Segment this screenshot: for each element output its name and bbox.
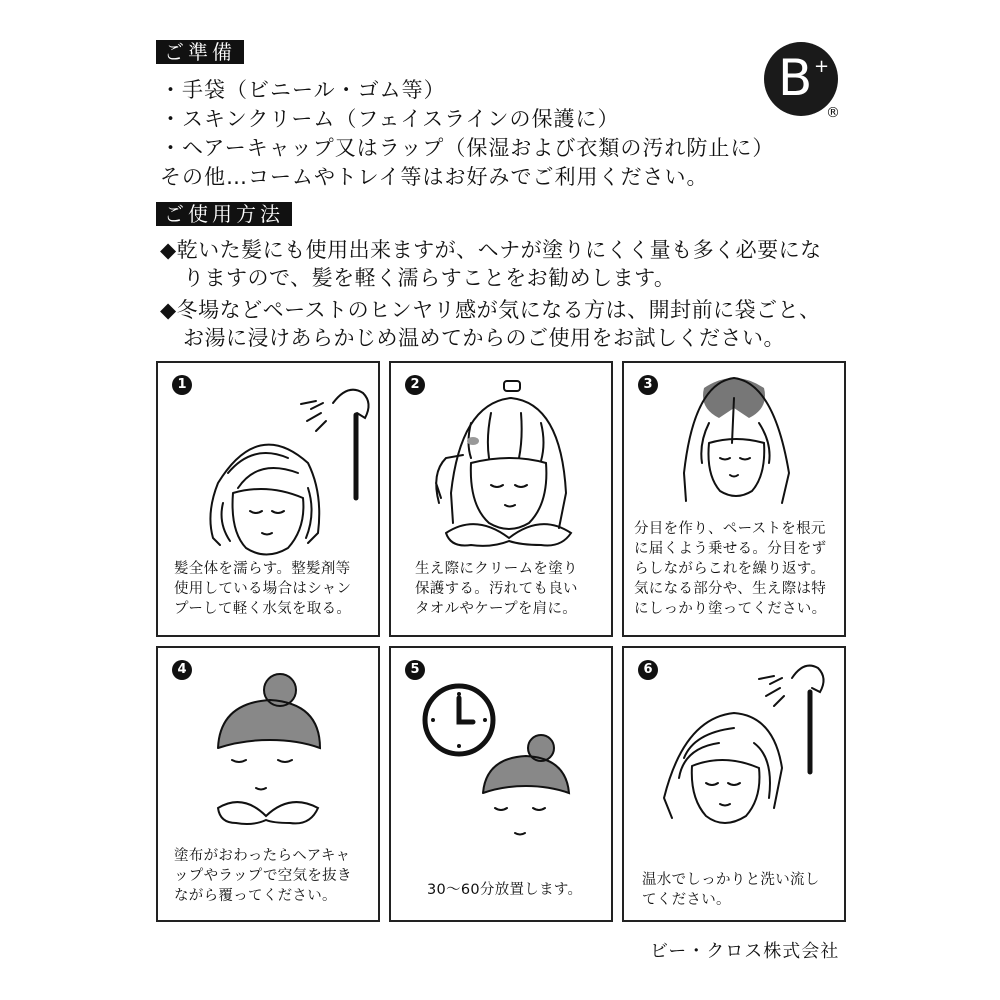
step-number: 4: [172, 660, 192, 680]
step-caption: 塗布がおわったらヘアキャ ップやラップで空気を抜き ながら覆ってください。: [174, 848, 352, 904]
usage-bullet-text: 乾いた髪にも使用出来ますが、ヘナが塗りにくく量も多く必要にな: [176, 238, 822, 262]
step-number: 2: [405, 375, 425, 395]
usage-bullet-1-line1: [160, 236, 822, 264]
step-caption: 分目を作り、ペーストを根元 に届くよう乗せる。分目をず らしながらこれを繰り返す。 気になる部分や、生え際は特 にしっかり塗ってください。: [634, 521, 827, 617]
diamond-bullet-icon: ◆: [160, 238, 177, 262]
usage-heading: ご使用方法: [156, 202, 292, 226]
step-panel-4: [156, 646, 380, 922]
step-panel-2: [389, 361, 613, 637]
step-panel-3: [622, 361, 846, 637]
step-caption: 髪全体を濡らす。整髪剤等 使用している場合はシャン プーして軽く水気を取る。: [174, 561, 352, 617]
usage-bullet-2-line2: お湯に浸けあらかじめ温めてからのご使用をお試しください。: [183, 326, 785, 350]
step-panel-6: [622, 646, 846, 922]
logo-letter: B: [778, 49, 813, 107]
usage-bullet-text: 冬場などペーストのヒンヤリ感が気になる方は、開封前に袋ごと、: [176, 298, 821, 322]
preparation-item: ・手袋（ビニール・ゴム等）: [160, 78, 446, 102]
preparation-item: ・ヘアーキャップ又はラップ（保湿および衣類の汚れ防止に）: [160, 136, 775, 160]
step-number: 3: [638, 375, 658, 395]
step-number: 5: [405, 660, 425, 680]
step-number: 6: [638, 660, 658, 680]
preparation-item: ・スキンクリーム（フェイスラインの保護に）: [160, 107, 620, 131]
step-number: 1: [172, 375, 192, 395]
step-panel-5: [389, 646, 613, 922]
company-name: ビー・クロス株式会社: [650, 941, 840, 962]
usage-bullet-1-line2: りますので、髪を軽く濡らすことをお勧めします。: [183, 266, 676, 290]
registered-mark: ®: [826, 105, 840, 121]
step-caption: 温水でしっかりと洗い流し てください。: [642, 872, 820, 908]
preparation-note: その他…コームやトレイ等はお好みでご利用ください。: [160, 165, 709, 189]
usage-bullet-2-line1: [160, 296, 821, 324]
diamond-bullet-icon: ◆: [160, 298, 177, 322]
step-panel-1: [156, 361, 380, 637]
logo-plus-mark: +: [814, 56, 830, 77]
preparation-heading: ご準備: [156, 40, 244, 64]
step-caption: 30〜60分放置します。: [427, 882, 583, 898]
step-caption: 生え際にクリームを塗り 保護する。汚れても良い タオルやケープを肩に。: [415, 561, 578, 617]
